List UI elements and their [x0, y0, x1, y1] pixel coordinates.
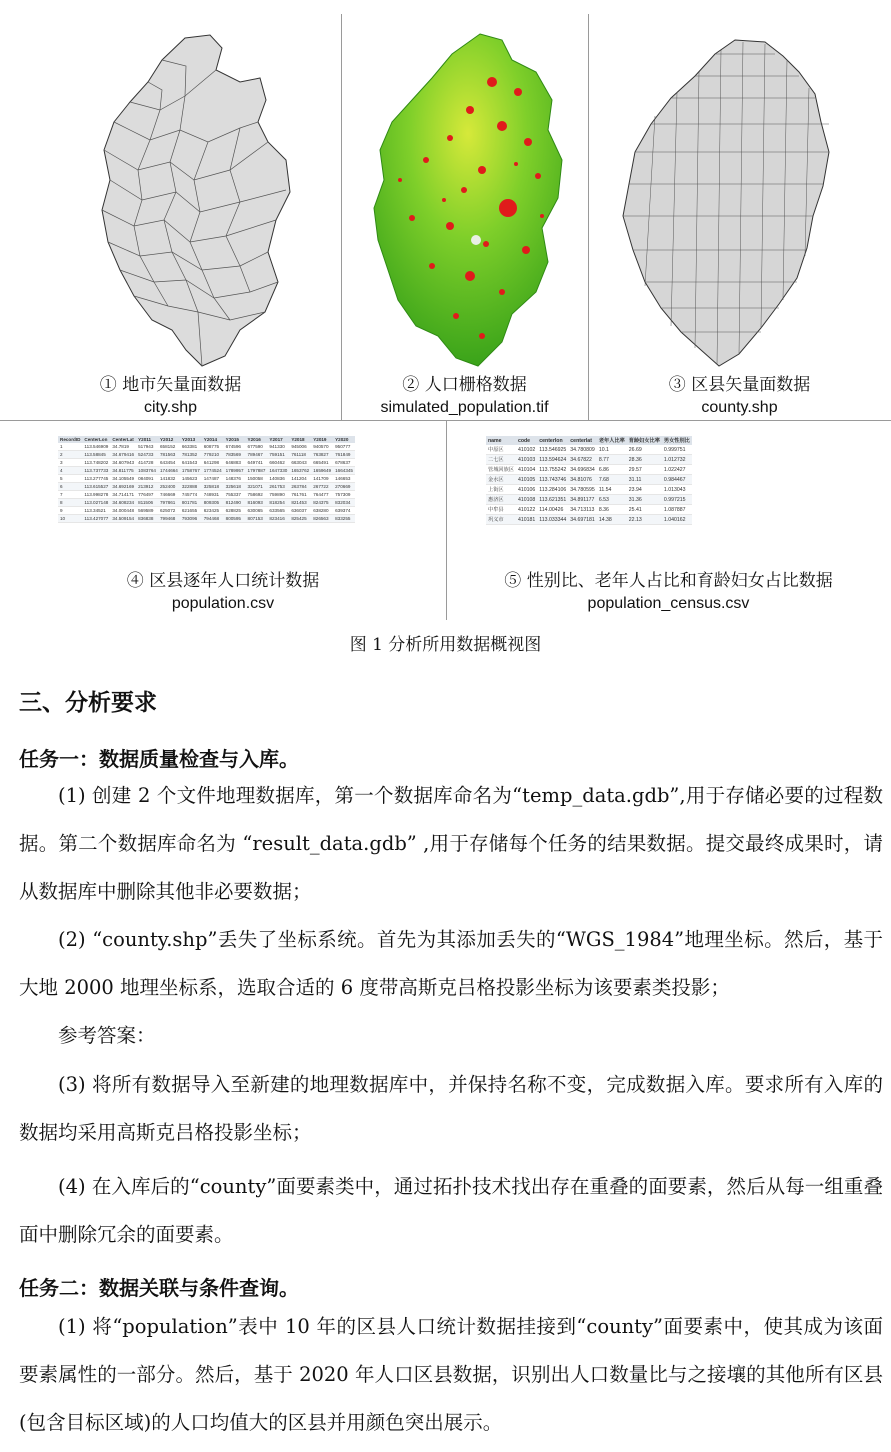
population-table-cell: 34.7819	[110, 443, 136, 451]
population-table-cell: 113.748202	[84, 460, 109, 465]
population-table-cell: 649741	[246, 459, 268, 467]
census-table-cell: 31.36	[627, 495, 662, 505]
task1-paragraph-3: (3) 将所有数据导入至新建的地理数据库中，并保持名称不变，完成数据入库。要求所有入库的数据均采用高斯克吕格投影坐标；	[19, 1073, 883, 1144]
population-table-header-cell: CenterLat	[110, 436, 136, 443]
census-table-row	[486, 505, 692, 515]
population-table-cell: 113.998278	[84, 492, 109, 497]
census-table-cell: 11.54	[597, 485, 627, 495]
population-table-cell: 763827	[311, 451, 333, 459]
census-table-cell: 25.41	[627, 505, 662, 515]
census-table-row	[486, 495, 692, 505]
population-table-header-cell: Y2018	[289, 436, 311, 443]
population-table-cell: 524733	[136, 451, 158, 459]
population-table-cell: 3	[58, 459, 82, 467]
population-table-cell: 945006	[289, 443, 311, 451]
population-table-header-cell: Y2014	[202, 436, 224, 443]
census-table-cell: 34.81076	[568, 475, 597, 485]
population-table-cell: 761761	[289, 491, 311, 499]
population-table-cell: 950777	[333, 443, 355, 451]
population-table-cell: 1797887	[247, 468, 266, 473]
population-table-cell: 113.58845	[82, 451, 110, 459]
census-table-cell: 34.713113	[568, 505, 597, 515]
population-table	[58, 436, 355, 523]
census-table-cell: 34.891177	[568, 495, 597, 505]
population-table-cell: 1659649	[313, 468, 332, 473]
census-table-row	[486, 485, 692, 495]
population-table-cell: 113.027148	[84, 500, 109, 505]
population-table-cell: 761118	[289, 451, 311, 459]
population-table-cell: 1774524	[203, 468, 222, 473]
population-table-row	[58, 491, 355, 499]
population-table-cell: 678637	[333, 459, 355, 467]
data-overview-figure	[0, 0, 891, 662]
population-table-cell: 321071	[246, 483, 268, 491]
population-table-cell: 658152	[158, 443, 180, 451]
population-table-cell: 1744664	[159, 468, 178, 473]
population-table-cell: 628825	[224, 507, 246, 515]
population-table-row	[58, 459, 355, 467]
census-table-cell: 1.040162	[662, 515, 692, 525]
population-table-cell: 261753	[267, 483, 289, 491]
population-table-cell: 812490	[224, 499, 246, 507]
population-table-cell: 9	[58, 507, 82, 515]
population-table-cell: 252400	[158, 483, 180, 491]
census-table-cell: 1.022427	[662, 465, 692, 475]
population-table-cell: 663043	[289, 459, 311, 467]
panel4-caption: ④ 区县逐年人口统计数据	[126, 571, 320, 591]
census-table-cell: 巩义市	[486, 515, 516, 525]
population-table-cell: 1	[58, 443, 82, 451]
population-table-row	[58, 467, 355, 475]
county-map-image	[615, 36, 845, 370]
census-table-cell: 22.13	[627, 515, 662, 525]
census-table-cell: 114.00426	[537, 505, 568, 515]
population-table-cell: 816093	[246, 499, 268, 507]
population-table-cell: 823416	[267, 515, 289, 523]
population-table-cell: 084091	[136, 475, 158, 483]
census-table-cell: 0.984467	[662, 475, 692, 485]
population-table-cell: 801781	[180, 499, 202, 507]
census-table-cell: 中原区	[486, 445, 516, 455]
census-table-cell: 7.68	[597, 475, 627, 485]
population-table-cell: 821453	[289, 499, 311, 507]
population-table-cell: 641543	[180, 459, 202, 467]
census-table-cell: 26.69	[627, 445, 662, 455]
census-table-cell: 410181	[517, 516, 536, 523]
population-table-cell: 941330	[267, 443, 289, 451]
population-table-row	[58, 443, 355, 451]
census-table	[486, 436, 692, 525]
population-table-cell: 836838	[136, 515, 158, 523]
population-table-row	[58, 483, 355, 491]
census-table-cell: 34.697181	[570, 516, 595, 523]
population-table-cell: 758692	[246, 491, 268, 499]
population-table-row	[58, 515, 355, 523]
population-table-cell: 148376	[224, 475, 246, 483]
task2-paragraph-1: (1) 将“population”表中 10 年的区县人口统计数据挂接到“county”面要素中，使其成为该面要素属性的一部分。然后，基于 2020 年人口区县数据，识别出人口数量比与之接壤的其他所有区县(包含目标区域)的人口均值大的区县并用颜色突出展示。	[19, 1315, 883, 1434]
task1-paragraph-1: (1) 创建 2 个文件地理数据库，第一个数据库命名为“temp_data.gdb”,用于存储必要的过程数据。第二个数据库命名为 “result_data.gdb” ,用于存储每个任务的结果数据。提交最终成果时，请从数据库中删除其他非必要数据；	[19, 784, 883, 903]
census-table-cell: 410122	[517, 506, 536, 513]
census-table-cell: 410106	[517, 486, 536, 493]
population-table-cell: 639374	[333, 507, 355, 515]
population-table-cell: 825425	[289, 515, 311, 523]
population-table-cell: 764477	[311, 491, 333, 499]
population-table-cell: 1789957	[225, 468, 244, 473]
census-table-cell: 1.087887	[662, 505, 692, 515]
population-table-cell: 818254	[267, 499, 289, 507]
task2-title: 任务二：数据关联与条件查询。	[19, 1276, 299, 1300]
population-table-cell: 608775	[202, 443, 224, 451]
population-table-cell: 113.34521	[82, 507, 110, 515]
panel1-filename: city.shp	[143, 399, 198, 416]
population-table-cell: 1083764	[138, 468, 156, 473]
census-table-row	[486, 475, 692, 485]
population-table-cell: 34.679416	[112, 452, 135, 457]
population-table-cell: 113.277745	[84, 476, 109, 481]
population-table-cell: 34.607943	[112, 460, 135, 465]
population-table-cell: 34.714171	[112, 492, 135, 497]
population-table-cell: 34.692169	[112, 484, 135, 489]
figure-title: 图 1 分析所用数据概视图	[349, 635, 542, 655]
population-table-header-cell: Y2013	[180, 436, 202, 443]
panel5-filename: population_census.csv	[587, 595, 750, 612]
population-table-header-cell: RecordID	[60, 437, 81, 442]
census-table-cell: 410103	[517, 456, 536, 463]
census-table-cell: 113.621351	[539, 496, 567, 503]
census-table-header-cell: 育龄妇女比率	[628, 438, 660, 444]
panel2-filename: simulated_population.tif	[380, 399, 549, 416]
population-table-cell: 141709	[311, 475, 333, 483]
section-heading: 三、分析要求	[19, 690, 157, 716]
census-table-cell: 113.033344	[539, 516, 567, 523]
population-table-cell: 623425	[202, 507, 224, 515]
census-table-row	[486, 445, 692, 455]
population-table-cell: 7	[58, 491, 82, 499]
census-table-cell: 上街区	[486, 485, 516, 495]
population-table-row	[58, 507, 355, 515]
panel2-caption: ② 人口栅格数据	[402, 375, 527, 395]
census-table-cell: 中牟县	[486, 505, 516, 515]
population-table-cell: 325818	[202, 483, 224, 491]
census-table-header-cell: 男女性别比	[663, 438, 690, 444]
census-table-cell: 8.77	[597, 455, 627, 465]
population-table-cell: 665491	[311, 459, 333, 467]
population-table-cell: 776497	[136, 491, 158, 499]
panel4-filename: population.csv	[171, 595, 275, 612]
census-table-header-cell: 老年人比率	[598, 438, 625, 444]
population-table-cell: 1653762	[291, 468, 310, 473]
census-table-cell: 6.53	[597, 495, 627, 505]
census-table-cell: 34.780809	[570, 446, 595, 453]
census-table-cell: 1.012732	[662, 455, 692, 465]
population-table-cell: 5	[58, 475, 82, 483]
population-table-cell: 10	[58, 515, 82, 523]
population-table-cell: 779210	[202, 451, 224, 459]
census-table-header-cell: name	[486, 436, 516, 445]
census-table-cell: 113.546925	[539, 446, 567, 453]
population-table-cell: 630065	[246, 507, 268, 515]
population-table-cell: 781352	[180, 451, 202, 459]
population-table-cell: 625072	[158, 507, 180, 515]
census-table-cell: 8.36	[597, 505, 627, 515]
panel3-caption: ③ 区县矢量面数据	[668, 375, 811, 395]
population-table-cell: 759151	[267, 451, 289, 459]
census-table-row	[486, 455, 692, 465]
population-table-cell: 517943	[136, 443, 158, 451]
census-table-row	[486, 465, 692, 475]
population-table-cell: 621655	[180, 507, 202, 515]
population-table-cell: 800595	[224, 515, 246, 523]
census-table-cell: 410102	[517, 446, 536, 453]
population-table-cell: 414728	[136, 459, 158, 467]
population-table-cell: 638280	[311, 507, 333, 515]
census-table-cell: 10.1	[597, 445, 627, 455]
census-table-cell: 金水区	[486, 475, 516, 485]
census-table-cell: 管城回族区	[486, 465, 516, 475]
population-table-cell: 781563	[158, 451, 180, 459]
population-table-cell: 807153	[246, 515, 268, 523]
population-table-cell: 1664345	[335, 468, 353, 473]
population-table-cell: 826563	[311, 515, 333, 523]
census-table-cell: 1.013043	[662, 485, 692, 495]
population-table-cell: 789467	[246, 451, 268, 459]
population-table-header-cell: Y2011	[136, 436, 158, 443]
population-table-image	[58, 436, 412, 566]
census-table-cell: 410104	[517, 466, 536, 473]
census-table-cell: 23.94	[627, 485, 662, 495]
population-table-cell: 809305	[202, 499, 224, 507]
population-table-cell: 34.000448	[112, 508, 135, 513]
population-table-cell: 793096	[180, 515, 202, 523]
population-table-cell: 641298	[202, 459, 224, 467]
population-table-cell: 569589	[136, 507, 158, 515]
population-table-row	[58, 475, 355, 483]
census-table-cell: 惠济区	[486, 495, 516, 505]
census-table-header-cell: centerlat	[568, 436, 597, 445]
population-raster-image	[352, 30, 578, 370]
population-table-cell: 746669	[158, 491, 180, 499]
census-table-header-cell: centerlon	[537, 436, 568, 445]
population-table-cell: 146653	[333, 475, 355, 483]
population-table-cell: 113.546909	[84, 444, 109, 449]
separator	[341, 14, 342, 420]
census-table-cell: 113.743746	[539, 476, 567, 483]
census-table-cell: 410105	[517, 476, 536, 483]
population-table-cell: 677590	[246, 443, 268, 451]
census-table-cell: 14.38	[597, 515, 627, 525]
population-table-cell: 322888	[180, 483, 202, 491]
population-table-cell: 832034	[333, 499, 355, 507]
population-table-cell: 113.737733	[84, 468, 109, 473]
population-table-cell: 34.105549	[112, 476, 135, 481]
population-table-row	[58, 499, 355, 507]
census-table-cell: 6.86	[597, 465, 627, 475]
task1-reference-answer: 参考答案：	[58, 1024, 156, 1047]
panel3-filename: county.shp	[701, 399, 778, 416]
census-table-cell: 113.594624	[539, 456, 567, 463]
census-table-cell: 0.997215	[662, 495, 692, 505]
population-table-cell: 267722	[311, 483, 333, 491]
population-table-cell: 145623	[180, 475, 202, 483]
population-table-cell: 748931	[202, 491, 224, 499]
population-table-cell: 1758767	[181, 468, 200, 473]
population-table-header-cell: Y2020	[333, 436, 355, 443]
population-table-cell: 141204	[289, 475, 311, 483]
task1-paragraph-2: (2) “county.shp”丢失了坐标系统。首先为其添加丢失的“WGS_1984”地理坐标。然后，基于大地 2000 地理坐标系，选取合适的 6 度带高斯克吕格投影坐标为该要素类投影；	[19, 928, 883, 999]
census-table-cell: 34.67822	[568, 455, 597, 465]
population-table-cell: 940570	[311, 443, 333, 451]
census-table-cell: 34.696834	[570, 466, 595, 473]
population-table-cell: 761849	[333, 451, 355, 459]
panel1-caption: ① 地市矢量面数据	[99, 375, 242, 395]
population-table-cell: 643454	[158, 459, 180, 467]
population-table-cell: 34.608234	[112, 500, 135, 505]
population-table-cell: 636037	[289, 507, 311, 515]
population-table-cell: 113.615527	[84, 484, 109, 489]
population-table-header-cell: Y2016	[246, 436, 268, 443]
population-table-header-cell: CenterLon	[82, 436, 110, 443]
population-table-cell: 4	[58, 467, 82, 475]
population-table-cell: 794468	[202, 515, 224, 523]
population-table-cell: 663381	[180, 443, 202, 451]
population-table-cell: 783569	[224, 451, 246, 459]
population-table-cell: 140836	[267, 475, 289, 483]
population-table-cell: 755337	[224, 491, 246, 499]
panel5-caption: ⑤ 性别比、老年人占比和育龄妇女占比数据	[504, 571, 833, 591]
population-table-cell: 2	[58, 451, 82, 459]
population-table-cell: 213912	[136, 483, 158, 491]
census-table-header-cell: code	[516, 436, 537, 445]
population-table-cell: 34.811775	[110, 467, 136, 475]
census-table-cell: 34.780595	[570, 486, 595, 493]
population-table-cell: 833255	[333, 515, 355, 523]
city-map-image	[90, 30, 300, 370]
population-table-header-cell: Y2017	[267, 436, 289, 443]
population-table-cell: 799468	[158, 515, 180, 523]
population-table-header-cell: Y2019	[311, 436, 333, 443]
task1-title: 任务一：数据质量检查与入库。	[19, 747, 299, 771]
population-table-cell: 745774	[180, 491, 202, 499]
census-table-cell: 113.755242	[539, 466, 567, 473]
population-table-cell: 633565	[267, 507, 289, 515]
population-table-header-cell: Y2015	[224, 436, 246, 443]
census-table-cell: 二七区	[486, 455, 516, 465]
population-table-cell: 646883	[224, 459, 246, 467]
population-table-row	[58, 451, 355, 459]
census-table-cell: 31.11	[627, 475, 662, 485]
census-table-row	[486, 515, 692, 525]
population-table-cell: 150058	[246, 475, 268, 483]
population-table-cell: 113.427077	[84, 516, 109, 521]
census-table-image	[486, 436, 842, 566]
population-table-cell: 141832	[158, 475, 180, 483]
population-table-cell: 674596	[224, 443, 246, 451]
population-table-cell: 34.509154	[112, 516, 135, 521]
population-table-cell: 147487	[202, 475, 224, 483]
task1-paragraph-4: (4) 在入库后的“county”面要素类中，通过拓扑技术找出存在重叠的面要素，然后从每一组重叠面中删除冗余的面要素。	[19, 1175, 883, 1246]
population-table-cell: 8	[58, 499, 82, 507]
census-table-cell: 410108	[517, 496, 536, 503]
population-table-cell: 797861	[158, 499, 180, 507]
population-table-cell: 270669	[333, 483, 355, 491]
population-table-cell: 263784	[289, 483, 311, 491]
population-table-cell: 1647330	[269, 468, 288, 473]
population-table-cell: 6	[58, 483, 82, 491]
population-table-cell: 757309	[333, 491, 355, 499]
separator	[588, 14, 589, 420]
population-table-cell: 811506	[136, 499, 158, 507]
population-table-cell: 660462	[267, 459, 289, 467]
population-table-cell: 325618	[224, 483, 246, 491]
census-table-cell: 29.57	[627, 465, 662, 475]
census-table-cell: 28.36	[627, 455, 662, 465]
population-table-cell: 759890	[267, 491, 289, 499]
census-table-cell: 113.284106	[539, 486, 567, 493]
population-table-cell: 824375	[311, 499, 333, 507]
population-table-header-cell: Y2012	[158, 436, 180, 443]
census-table-cell: 0.999751	[662, 445, 692, 455]
